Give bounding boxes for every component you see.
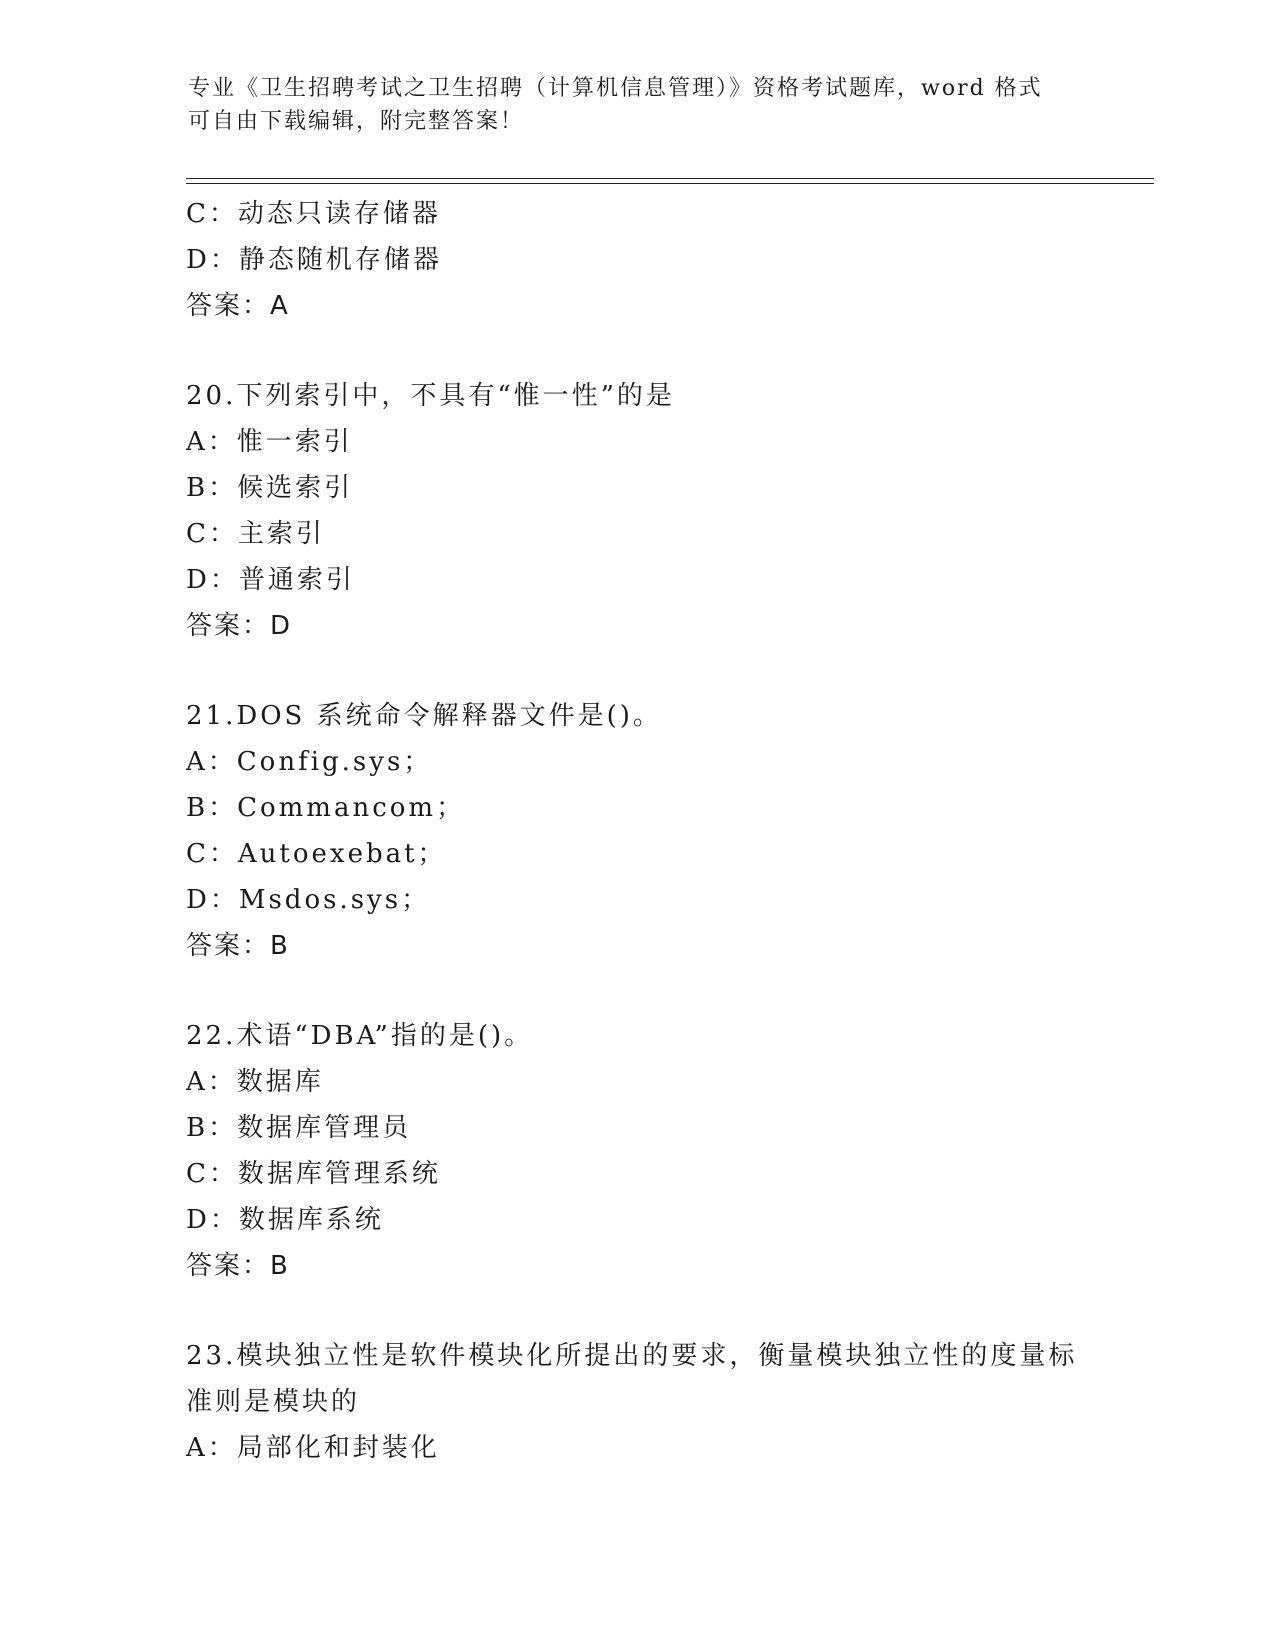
question-text-line-1: 23.模块独立性是软件模块化所提出的要求，衡量模块独立性的度量标: [186, 1341, 1078, 1371]
answer: 答案：D: [186, 611, 293, 641]
option-c: C：主索引: [186, 519, 325, 549]
header-line-1: 专业《卫生招聘考试之卫生招聘（计算机信息管理）》资格考试题库，word 格式: [188, 76, 1043, 101]
option-a: A：惟一索引: [186, 427, 353, 457]
document-header: [188, 72, 1088, 138]
option-a: A：局部化和封装化: [186, 1433, 440, 1463]
question-20: [186, 373, 1086, 649]
option-c: C：动态只读存储器: [186, 199, 441, 229]
question-list: [186, 191, 1086, 1471]
answer: 答案：B: [186, 1251, 290, 1281]
question-text: 20.下列索引中，不具有“惟一性”的是: [186, 381, 675, 411]
option-b: B：数据库管理员: [186, 1113, 412, 1143]
option-c: C：Autoexebat；: [186, 839, 447, 869]
answer: 答案：B: [186, 931, 290, 961]
question-22: [186, 1013, 1086, 1289]
option-d: D：静态随机存储器: [186, 245, 442, 275]
question-text-line-2: 准则是模块的: [186, 1387, 361, 1417]
answer: 答案：A: [186, 291, 290, 321]
question-text: 22.术语“DBA”指的是()。: [186, 1021, 534, 1051]
header-line-2: 可自由下载编辑，附完整答案！: [188, 109, 525, 134]
option-c: C：数据库管理系统: [186, 1159, 441, 1189]
option-a: A：数据库: [186, 1067, 324, 1097]
option-d: D：Msdos.sys；: [186, 885, 431, 915]
option-b: B：候选索引: [186, 473, 354, 503]
option-d: D：数据库系统: [186, 1205, 384, 1235]
header-rule-bottom: [186, 183, 1154, 184]
question-text: 21.DOS 系统命令解释器文件是()。: [186, 701, 662, 731]
question-21: [186, 693, 1086, 969]
question-19-tail: [186, 191, 1086, 329]
option-d: D：普通索引: [186, 565, 355, 595]
option-a: A：Config.sys；: [186, 747, 433, 777]
question-23: [186, 1333, 1086, 1471]
header-rule-top: [186, 178, 1154, 179]
option-b: B：Commancom；: [186, 793, 466, 823]
